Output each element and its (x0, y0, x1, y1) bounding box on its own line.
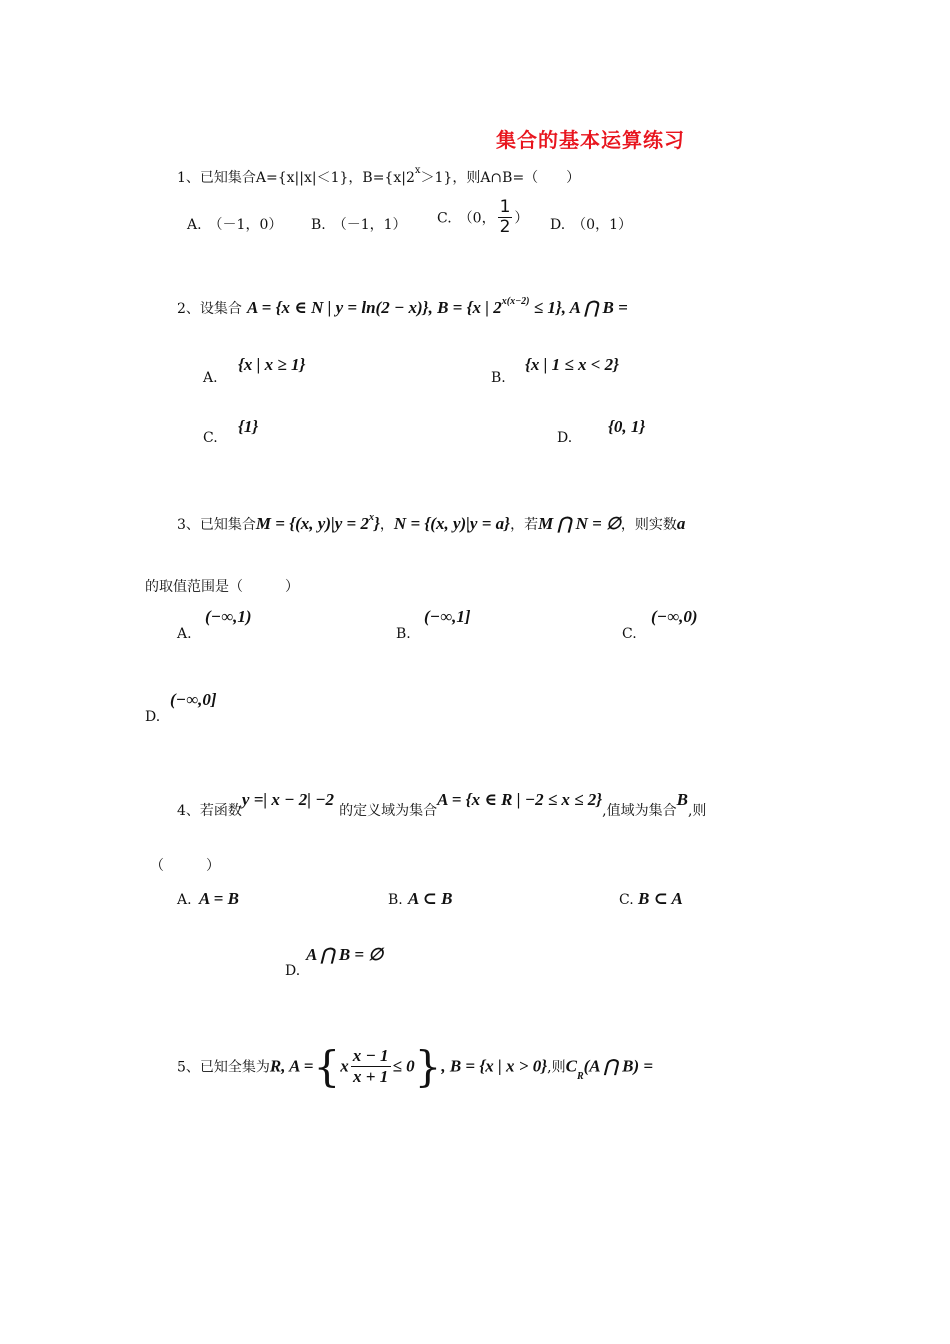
q5-stem-text: 5、已知全集为 (177, 1059, 270, 1076)
q4-option-b-label: B. (388, 892, 403, 908)
q3-stem-line2: 的取值范围是（ ） (145, 579, 299, 595)
q5-math-set-b: , B = {x | x > 0} (441, 1056, 548, 1076)
q4-stem (177, 790, 706, 820)
q4-mid: 的定义域为集合 (339, 803, 438, 819)
q3-stem-text: 3、已知集合 (177, 517, 256, 533)
q2-option-b-label: B. (491, 370, 506, 386)
q3-option-d-math: (−∞,0] (170, 690, 217, 709)
q2-math-intersection: , A ⋂ B = (561, 298, 628, 317)
q1-frac-num: 1 (499, 197, 511, 217)
page-title: 集合的基本运算练习 (496, 128, 685, 152)
q2-option-a-label: A. (203, 370, 218, 386)
q1-option-d: D. （0，1） (550, 217, 632, 233)
q3-option-d-label: D. (145, 709, 161, 725)
q3-math-condition: M ⋂ N = ∅ (538, 514, 621, 533)
q1-option-c-fraction (498, 198, 513, 237)
q2-stem-text: 2、设集合 (177, 301, 242, 317)
q2-stem (177, 296, 628, 318)
q5-math-r: R, A = (269, 1056, 314, 1076)
q2-math-set-b: , B = {x | 2 (428, 298, 502, 317)
q5-math-complement: C (565, 1056, 577, 1076)
q3-option-c-math: (−∞,0) (651, 607, 698, 626)
q5-math-le: ≤ 0 (392, 1056, 415, 1076)
q2-option-b-math: {x | 1 ≤ x < 2} (525, 355, 620, 374)
q1-option-c (437, 198, 528, 237)
q1-option-c-pre: C. （0， (437, 210, 496, 227)
q4-math-b: B (676, 790, 688, 809)
q4-paren: （ ） (150, 858, 220, 874)
q2-math-set-a: A = {x ∈ N | y = ln(2 − x)} (247, 298, 429, 317)
q4-option-c-label: C. (619, 892, 634, 908)
q3-math-set-m-exp: x (369, 512, 374, 523)
q3-ruo: ，若 (510, 517, 539, 533)
q1-stem (177, 165, 580, 187)
q2-option-d-math: {0, 1} (608, 417, 646, 436)
q5-frac-num: x − 1 (352, 1046, 389, 1065)
q3-option-a-math: (−∞,1) (205, 607, 252, 626)
q5-right-brace: } (414, 1042, 442, 1091)
q3-option-b-math: (−∞,1] (424, 607, 471, 626)
q3-comma: ， (379, 517, 394, 533)
q3-math-set-m-post: } (374, 514, 380, 533)
q4-math-domain: A = {x ∈ R | −2 ≤ x ≤ 2} (437, 790, 603, 809)
q2-option-c-math: {1} (238, 417, 259, 436)
q4-stem-text: 4、若函数 (177, 803, 242, 819)
q4-option-d-math: A ⋂ B = ∅ (306, 945, 384, 964)
q2-option-a-math: {x | x ≥ 1} (238, 355, 306, 374)
q4-option-b-math: A ⊂ B (408, 889, 453, 908)
q2-option-d-label: D. (557, 430, 573, 446)
q1-stem-text: 1、已知集合A={x||x|＜1}，B={x|2 (177, 170, 415, 186)
q4-tail: ,则 (687, 803, 707, 819)
q4-mid2: ,值域为集合 (602, 803, 677, 819)
q3-stem (177, 512, 685, 534)
q3-option-b-label: B. (396, 626, 411, 642)
q3-option-c-label: C. (622, 626, 637, 642)
q1-stem-sup: x (414, 165, 421, 176)
q1-frac-den: 2 (499, 217, 511, 237)
q3-math-a: a (676, 514, 686, 533)
q4-math-function: y =| x − 2| −2 (241, 790, 334, 809)
q1-option-a: A. （－1，0） (187, 217, 283, 233)
q3-tail: ，则实数 (620, 517, 677, 533)
q1-option-b: B. （－1，1） (311, 217, 407, 233)
q2-option-c-label: C. (203, 430, 218, 446)
q5-left-brace: { (313, 1042, 341, 1091)
q1-option-c-post: ） (514, 210, 529, 227)
q5-math-complement-sub: R (576, 1071, 584, 1082)
q4-option-c-math: B ⊂ A (638, 889, 683, 908)
q4-option-a-math: A = B (199, 889, 239, 908)
q5-stem (177, 1042, 653, 1091)
q5-tail: ,则 (547, 1059, 566, 1076)
q3-math-set-m: M = {(x, y)|y = 2 (255, 514, 369, 533)
q2-math-set-b-post: ≤ 1} (529, 298, 562, 317)
q3-option-a-label: A. (177, 626, 192, 642)
q1-stem-tail: ＞1}，则A∩B=（ ） (420, 170, 581, 186)
q4-option-a-label: A. (177, 892, 192, 908)
q5-math-complement-post: (A ⋂ B) = (583, 1056, 654, 1076)
q4-option-d-label: D. (285, 963, 301, 979)
q2-math-set-b-exp: x(x−2) (501, 296, 530, 307)
q5-fraction (351, 1046, 391, 1087)
q5-frac-den: x + 1 (353, 1067, 389, 1086)
q3-math-set-n: N = {(x, y)|y = a} (393, 514, 511, 533)
q5-math-x: x (340, 1056, 349, 1076)
